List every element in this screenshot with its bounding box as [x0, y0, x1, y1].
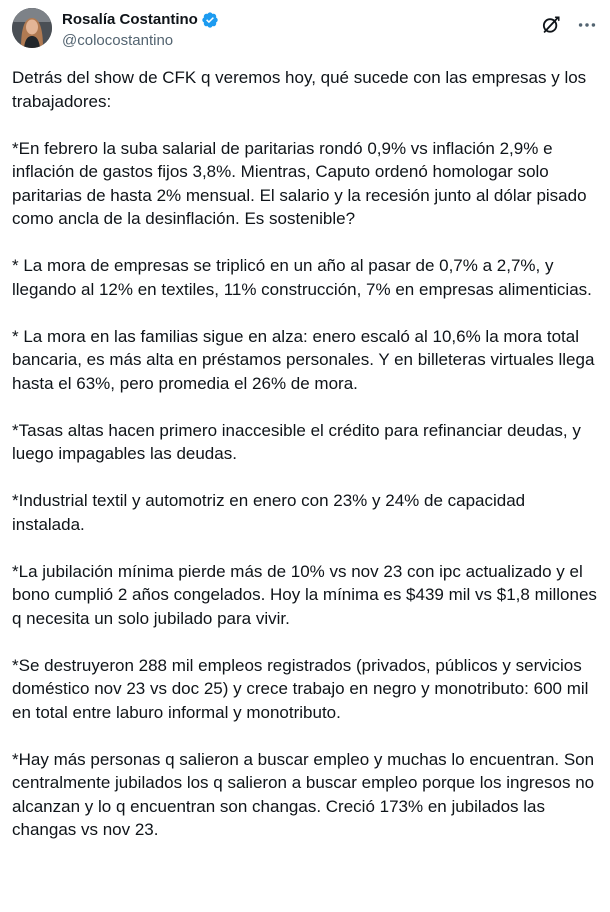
- tweet-paragraph: *Hay más personas q salieron a buscar empleo y muchas lo encuentran. Son centralmente jubilados los q salieron a buscar empleo porque los ingresos no alcanzan y lo q encuentran son changas. Creció 173% en jubilados las changas vs nov 23.: [12, 749, 599, 839]
- avatar[interactable]: [12, 8, 52, 48]
- tweet-paragraph: *La jubilación mínima pierde más de 10% vs nov 23 con ipc actualizado y el bono cumplió 2 años congelados. Hoy la mínima es $439 mil vs $1,8 millones q necesita un solo jubilado para vivir.: [12, 561, 602, 628]
- tweet-paragraph: *Industrial textil y automotriz en enero con 23% y 24% de capacidad instalada.: [12, 491, 530, 534]
- tweet-paragraph: *Se destruyeron 288 mil empleos registrados (privados, públicos y servicios doméstico nov 23 vs doc 25) y crece trabajo en negro y monotributo: 600 mil en total entre laburo informal y monotributo.: [12, 655, 594, 722]
- name-row: [62, 10, 219, 30]
- tweet-paragraph: * La mora en las familias sigue en alza: enero escaló al 10,6% la mora total bancaria, es más alta en préstamos personales. Y en billeteras virtuales llega hasta el 63%, pero promedia el 26% de mora.: [12, 326, 600, 393]
- tweet-paragraph: *Tasas altas hacen primero inaccesible el crédito para refinanciar deudas, y luego impagables las deudas.: [12, 420, 586, 463]
- tweet-paragraph: *En febrero la suba salarial de paritarias rondó 0,9% vs inflación 2,9% e inflación de gastos fijos 3,8%. Mientras, Caputo ordenó homologar solo paritarias de hasta 2% mensual. El salario y la recesión junto al dólar pisado como ancla de la desinflación. Es sostenible?: [12, 138, 592, 228]
- tweet-text: [12, 66, 600, 865]
- verified-badge-icon: [201, 11, 219, 29]
- author-display-name[interactable]: Rosalía Costantino: [62, 11, 198, 28]
- grok-icon[interactable]: [540, 14, 562, 36]
- more-icon[interactable]: [576, 14, 598, 36]
- tweet-header: [12, 6, 598, 52]
- tweet-paragraph: * La mora de empresas se triplicó en un año al pasar de 0,7% a 2,7%, y llegando al 12% en textiles, 11% construcción, 7% en empresas alimenticias.: [12, 256, 592, 299]
- tweet-paragraph: Detrás del show de CFK q veremos hoy, qué sucede con las empresas y los trabajadores:: [12, 68, 591, 111]
- author-handle[interactable]: @colocostantino: [62, 32, 174, 49]
